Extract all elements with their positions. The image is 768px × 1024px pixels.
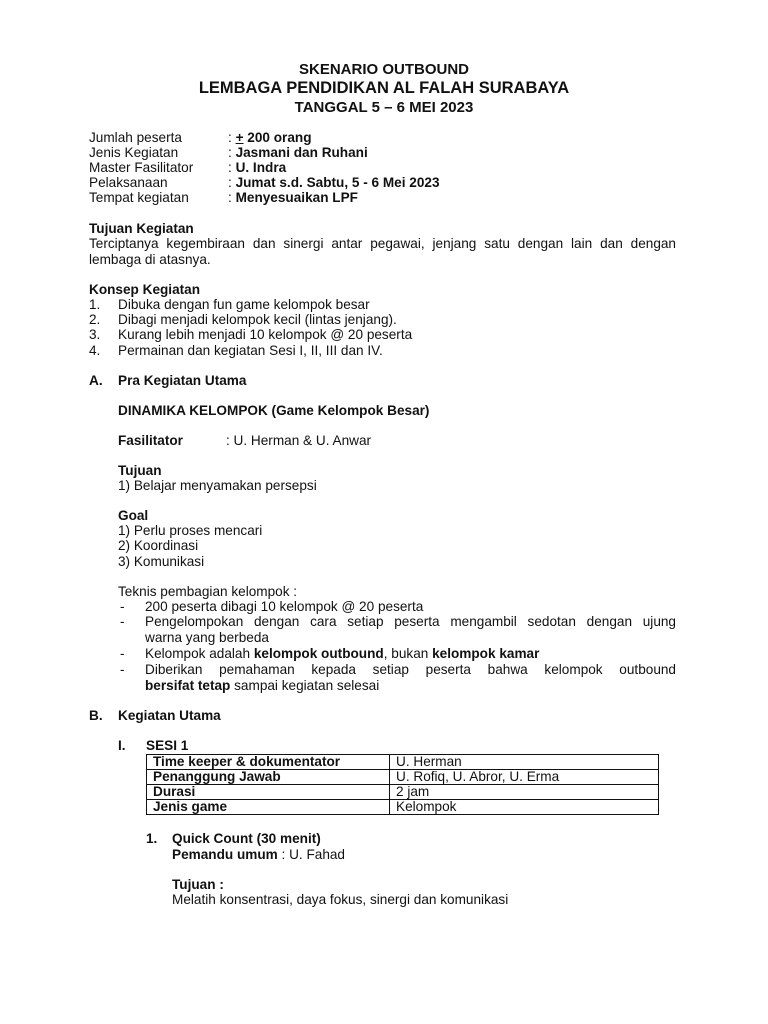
doc-title: SKENARIO OUTBOUND (298, 61, 469, 78)
sesi-table (146, 754, 659, 815)
section-b-title: Kegiatan Utama (118, 708, 221, 723)
konsep-num: 2. (89, 312, 101, 327)
table-key: Penanggung Jawab (147, 770, 390, 785)
pemandu-line: Pemandu umum : U. Fahad (172, 847, 345, 862)
konsep-item: Permainan dan kegiatan Sesi I, II, III dan IV. (118, 343, 383, 358)
konsep-item: Dibuka dengan fun game kelompok besar (118, 297, 370, 312)
table-value: U. Herman (390, 755, 659, 770)
teknis-item-3: Kelompok adalah kelompok outbound, bukan kelompok kamar (145, 646, 540, 661)
konsep-kegiatan-heading: Konsep Kegiatan (89, 282, 201, 297)
table-row (147, 755, 659, 770)
teknis-item-1: 200 peserta dibagi 10 kelompok @ 20 peserta (145, 599, 424, 614)
teknis-item-2b: warna yang berbeda (145, 630, 269, 645)
konsep-num: 1. (89, 297, 101, 312)
info-label-master: Master Fasilitator (89, 160, 194, 175)
game-num: 1. (146, 831, 158, 846)
tujuan-heading: Tujuan (118, 463, 162, 478)
game-tujuan-text: Melatih konsentrasi, daya fokus, sinergi dan komunikasi (172, 892, 509, 907)
goal-item: 1) Perlu proses mencari (118, 523, 263, 538)
sesi-title: SESI 1 (146, 738, 189, 753)
game-tujuan-heading: Tujuan : (172, 877, 224, 892)
section-a-letter: A. (89, 373, 103, 388)
info-value-jumlah: : + 200 orang (228, 130, 312, 145)
goal-item: 3) Komunikasi (118, 554, 205, 569)
dash: - (120, 599, 125, 614)
dash: - (120, 614, 125, 629)
institution-title: LEMBAGA PENDIDIKAN AL FALAH SURABAYA (198, 79, 570, 97)
info-label-pelaksanaan: Pelaksanaan (89, 175, 168, 190)
date-title: TANGGAL 5 – 6 MEI 2023 (294, 99, 474, 116)
goal-heading: Goal (118, 508, 149, 523)
fasilitator-label: Fasilitator (118, 433, 183, 448)
dash: - (120, 646, 125, 661)
info-value-master: : U. Indra (228, 160, 287, 175)
table-value: 2 jam (390, 785, 659, 800)
teknis-item-4a: Diberikan pemahaman kepada setiap peserta bahwa kelompok outbound (145, 662, 676, 677)
table-key: Jenis game (147, 800, 390, 815)
info-value-pelaksanaan: : Jumat s.d. Sabtu, 5 - 6 Mei 2023 (228, 175, 440, 190)
konsep-item: Kurang lebih menjadi 10 kelompok @ 20 peserta (118, 327, 413, 342)
dash: - (120, 662, 125, 677)
tujuan-item: 1) Belajar menyamakan persepsi (118, 478, 317, 493)
table-key: Durasi (147, 785, 390, 800)
teknis-item-4b: bersifat tetap sampai kegiatan selesai (145, 678, 380, 693)
table-row (147, 800, 659, 815)
table-value: U. Rofiq, U. Abror, U. Erma (390, 770, 659, 785)
teknis-heading: Teknis pembagian kelompok : (118, 584, 298, 599)
section-b-letter: B. (89, 708, 103, 723)
info-label-jenis: Jenis Kegiatan (89, 145, 179, 160)
fasilitator-value: : U. Herman & U. Anwar (226, 433, 372, 448)
sesi-num: I. (118, 738, 126, 753)
table-row (147, 770, 659, 785)
tujuan-kegiatan-text: Terciptanya kegembiraan dan sinergi antar pegawai, jenjang satu dengan lain dan dengan lembaga di atasnya. (89, 236, 676, 267)
info-value-jenis: : Jasmani dan Ruhani (228, 145, 368, 160)
info-value-tempat: : Menyesuaikan LPF (228, 190, 358, 205)
dinamika-heading: DINAMIKA KELOMPOK (Game Kelompok Besar) (118, 403, 430, 418)
info-label-tempat: Tempat kegiatan (89, 190, 189, 205)
teknis-item-2a: Pengelompokan dengan cara setiap peserta mengambil sedotan dengan ujung (145, 614, 676, 629)
table-row (147, 785, 659, 800)
konsep-num: 3. (89, 327, 101, 342)
section-a-title: Pra Kegiatan Utama (118, 373, 247, 388)
table-value: Kelompok (390, 800, 659, 815)
table-key: Time keeper & dokumentator (147, 755, 390, 770)
tujuan-kegiatan-heading: Tujuan Kegiatan (89, 221, 194, 236)
konsep-item: Dibagi menjadi kelompok kecil (lintas jenjang). (118, 312, 397, 327)
konsep-num: 4. (89, 343, 101, 358)
info-label-jumlah: Jumlah peserta (89, 130, 182, 145)
game-title: Quick Count (30 menit) (172, 831, 321, 846)
goal-item: 2) Koordinasi (118, 538, 199, 553)
